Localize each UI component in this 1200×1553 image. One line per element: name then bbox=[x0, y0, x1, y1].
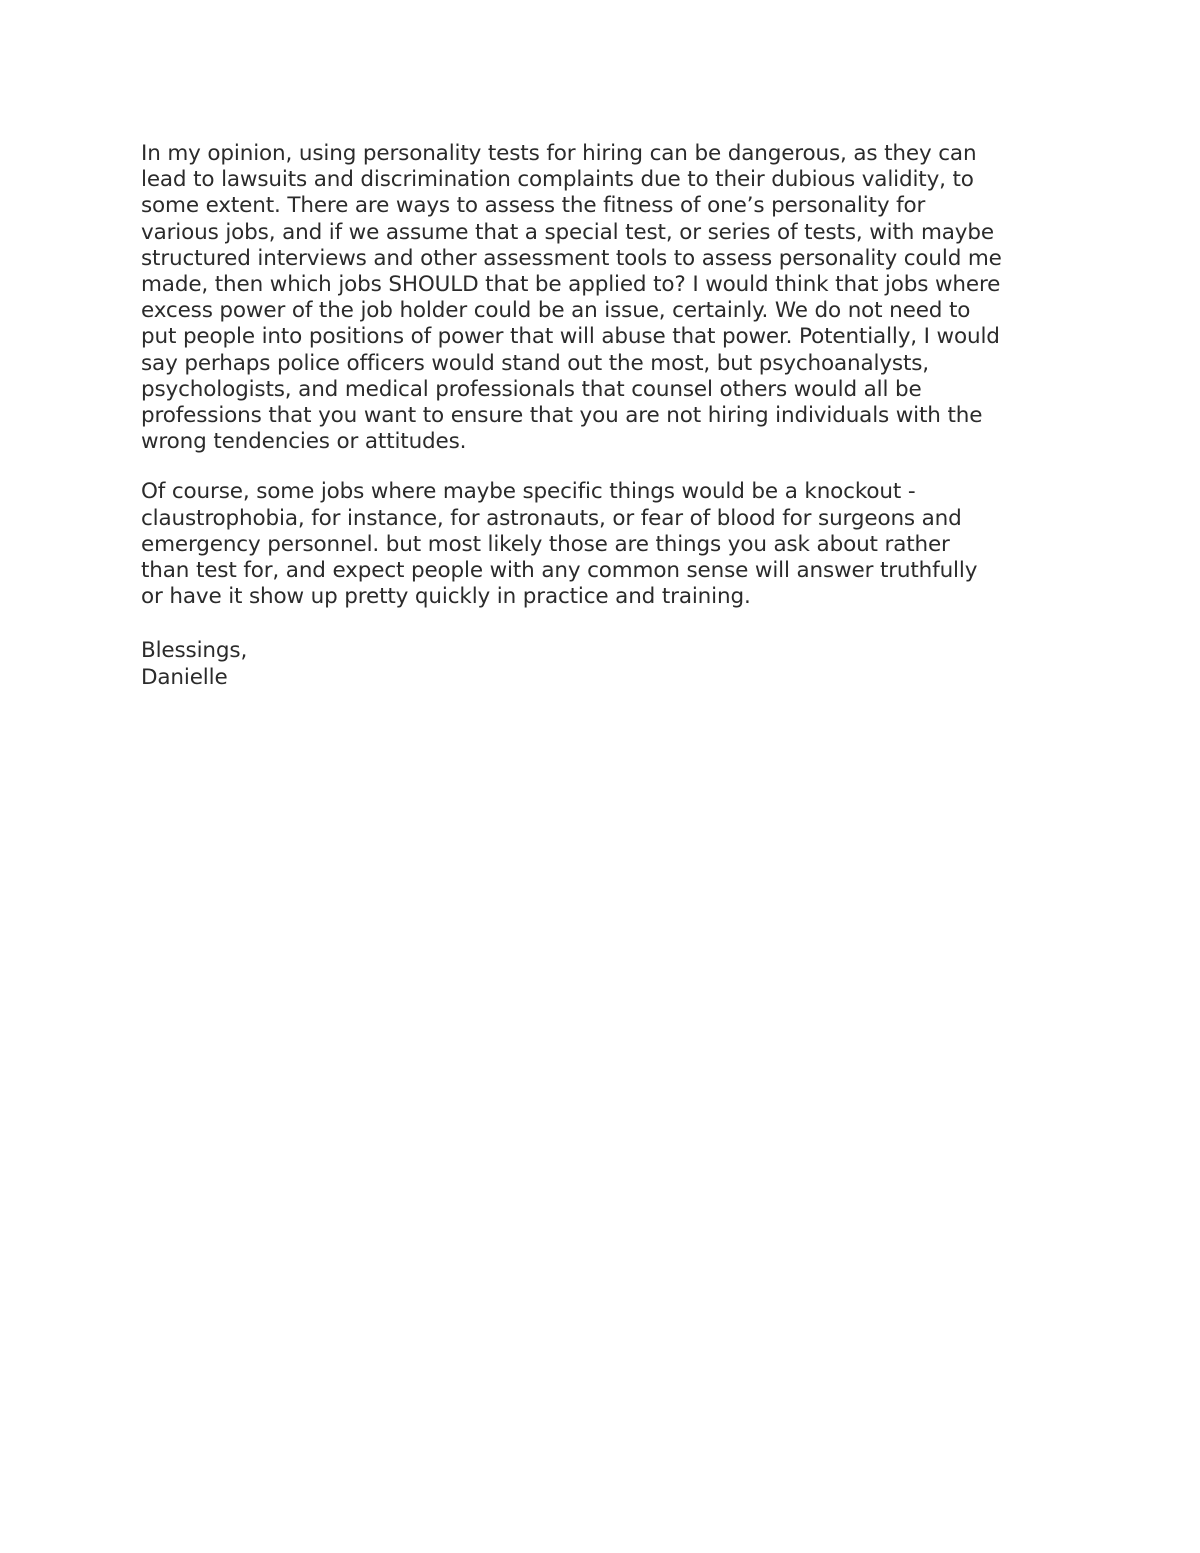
paragraph-line: claustrophobia, for instance, for astronauts, or fear of blood for surgeons and bbox=[141, 505, 962, 531]
paragraph-1 bbox=[141, 141, 1061, 455]
paragraph-line: put people into positions of power that will abuse that power. Potentially, I would bbox=[141, 324, 1000, 350]
paragraph-line: emergency personnel. but most likely those are things you ask about rather bbox=[141, 531, 950, 557]
salutation: Blessings, bbox=[141, 638, 248, 664]
paragraph-line: professions that you want to ensure that you are not hiring individuals with the bbox=[141, 403, 983, 429]
paragraph-line: made, then which jobs SHOULD that be applied to? I would think that jobs where bbox=[141, 272, 1001, 298]
paragraph-line: Of course, some jobs where maybe specific things would be a knockout - bbox=[141, 479, 916, 505]
paragraph-line: some extent. There are ways to assess the fitness of one’s personality for bbox=[141, 193, 926, 219]
paragraph-line: lead to lawsuits and discrimination complaints due to their dubious validity, to bbox=[141, 167, 974, 193]
document-body bbox=[141, 141, 1061, 691]
paragraph-line: say perhaps police officers would stand out the most, but psychoanalysts, bbox=[141, 350, 929, 376]
paragraph-line: In my opinion, using personality tests for hiring can be dangerous, as they can bbox=[141, 141, 977, 166]
paragraph-line: than test for, and expect people with any common sense will answer truthfully bbox=[141, 558, 978, 584]
paragraph-2 bbox=[141, 479, 1061, 610]
paragraph-line: various jobs, and if we assume that a special test, or series of tests, with maybe bbox=[141, 219, 994, 245]
paragraph-line: wrong tendencies or attitudes. bbox=[141, 429, 467, 455]
paragraph-line: excess power of the job holder could be an issue, certainly. We do not need to bbox=[141, 298, 971, 324]
paragraph-line: or have it show up pretty quickly in practice and training. bbox=[141, 584, 751, 610]
paragraph-line: structured interviews and other assessment tools to assess personality could me bbox=[141, 245, 1002, 271]
signature: Danielle bbox=[141, 664, 228, 690]
paragraph-line: psychologists, and medical professionals that counsel others would all be bbox=[141, 376, 922, 402]
closing-block bbox=[141, 638, 1061, 690]
